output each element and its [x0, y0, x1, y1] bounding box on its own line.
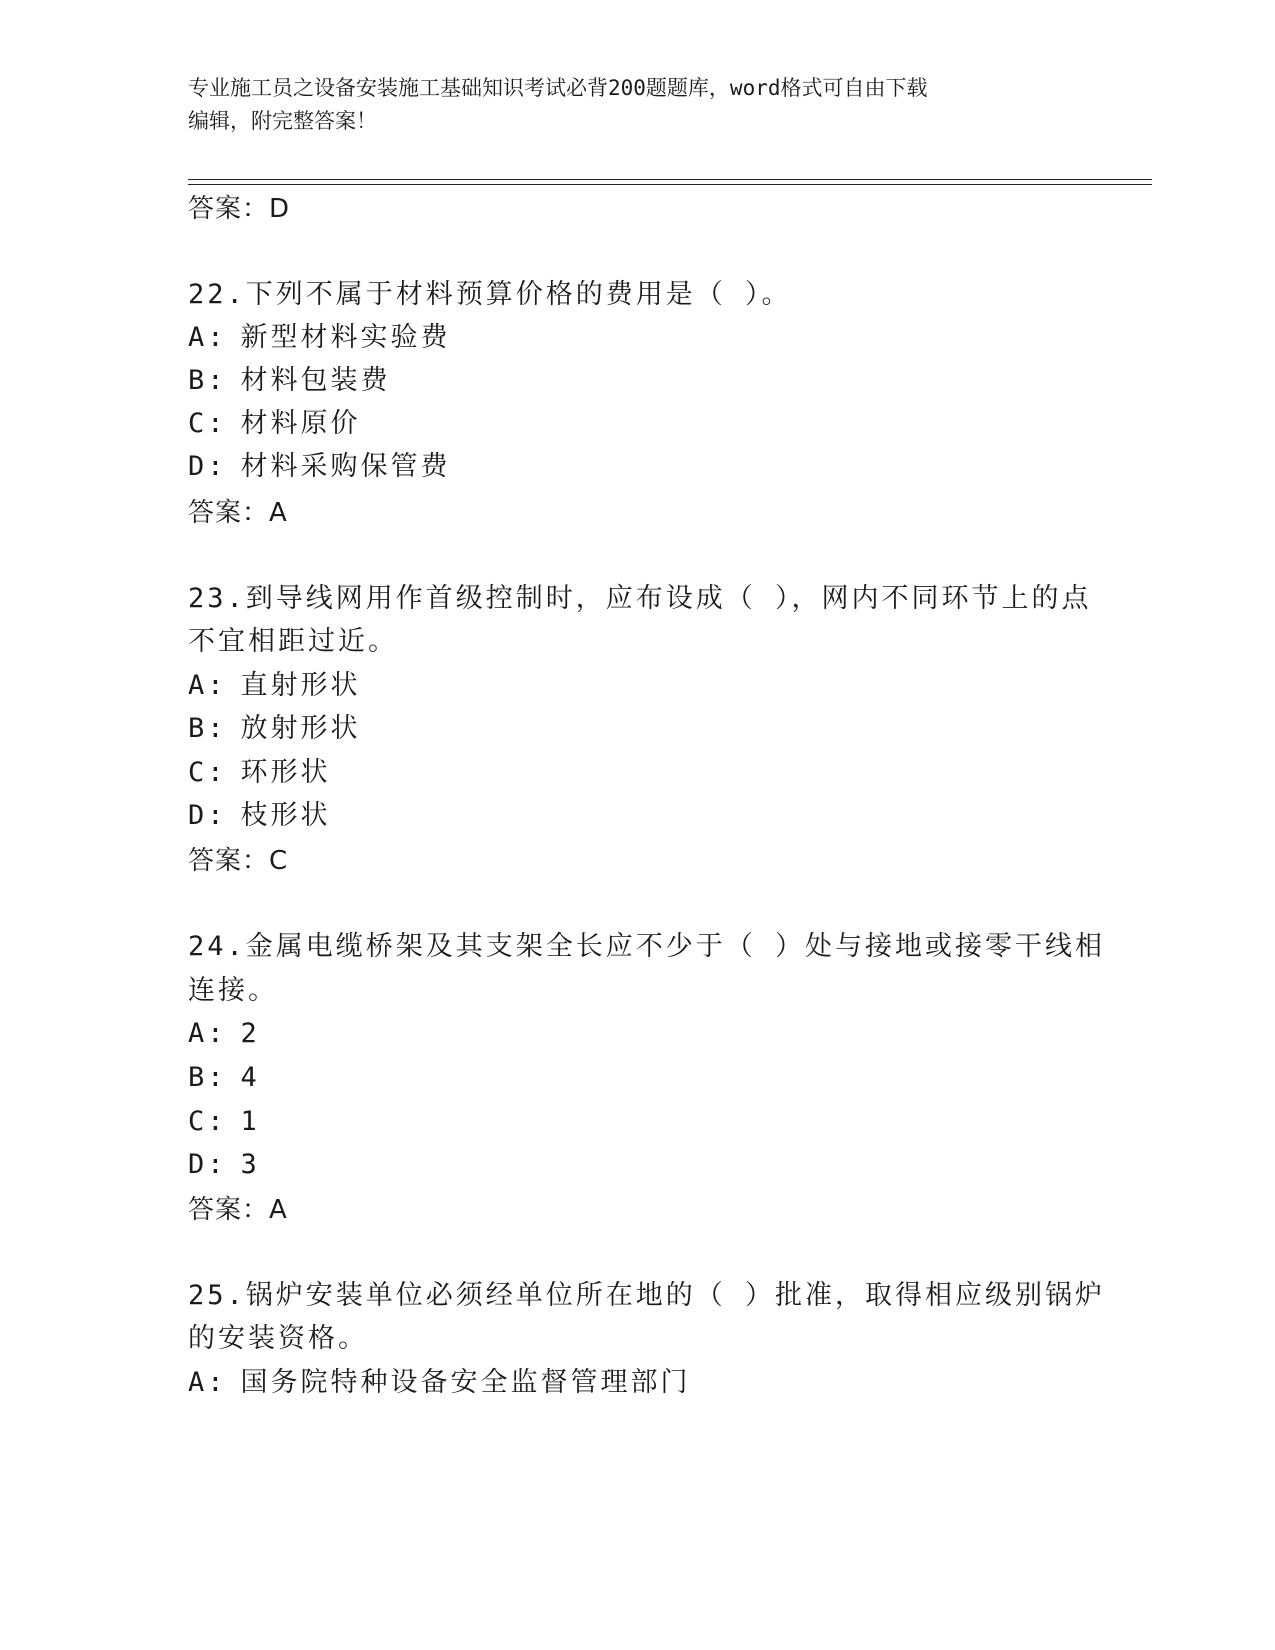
question-24-option-c	[188, 1104, 260, 1140]
option-letter: A:	[188, 1367, 227, 1398]
option-letter: C:	[188, 1106, 227, 1137]
question-24-answer: 答案：A	[188, 1195, 288, 1225]
option-text: 新型材料实验费	[240, 322, 451, 353]
option-text: 材料原价	[240, 408, 361, 439]
question-24-stem-line-1: 24.金属电缆桥架及其支架全长应不少于（ ）处与接地或接零干线相	[188, 931, 1106, 962]
header-line-2: 编辑，附完整答案！	[188, 109, 377, 133]
option-letter: B:	[188, 365, 227, 396]
option-letter: D:	[188, 451, 227, 482]
question-23-stem-line-2: 不宜相距过近。	[188, 626, 398, 657]
question-22-option-a	[188, 320, 451, 356]
question-24-option-a	[188, 1016, 260, 1052]
question-23-option-d	[188, 798, 331, 834]
option-text: 直射形状	[240, 670, 361, 701]
option-text: 4	[240, 1062, 260, 1093]
option-letter: A:	[188, 670, 227, 701]
question-22-stem: 22.下列不属于材料预算价格的费用是（ ）。	[188, 279, 792, 310]
option-text: 3	[240, 1149, 260, 1180]
question-23-option-b	[188, 711, 361, 747]
question-25-stem-line-1: 25.锅炉安装单位必须经单位所在地的（ ）批准，取得相应级别锅炉	[188, 1280, 1106, 1311]
option-letter: B:	[188, 1062, 227, 1093]
option-text: 环形状	[240, 757, 331, 788]
question-23-option-c	[188, 755, 331, 791]
option-letter: C:	[188, 408, 227, 439]
option-letter: A:	[188, 322, 227, 353]
header-rule-top	[188, 179, 1152, 180]
question-24-option-d	[188, 1147, 260, 1183]
option-letter: D:	[188, 800, 227, 831]
question-23-option-a	[188, 668, 361, 704]
question-23-stem-line-1: 23.到导线网用作首级控制时，应布设成（ ），网内不同环节上的点	[188, 583, 1092, 614]
option-text: 2	[240, 1018, 260, 1049]
question-22-option-d	[188, 449, 451, 485]
question-23-answer: 答案：C	[188, 846, 289, 876]
option-letter: B:	[188, 713, 227, 744]
question-22-option-c	[188, 406, 361, 442]
option-letter: D:	[188, 1149, 227, 1180]
option-text: 材料包装费	[240, 365, 391, 396]
question-24-option-b	[188, 1060, 260, 1096]
option-text: 国务院特种设备安全监督管理部门	[240, 1367, 691, 1398]
question-24-stem-line-2: 连接。	[188, 975, 278, 1006]
option-letter: A:	[188, 1018, 227, 1049]
question-25-stem-line-2: 的安装资格。	[188, 1323, 368, 1354]
option-text: 材料采购保管费	[240, 451, 451, 482]
option-text: 枝形状	[240, 800, 331, 831]
question-25-option-a	[188, 1365, 691, 1401]
option-text: 1	[240, 1106, 260, 1137]
option-letter: C:	[188, 757, 227, 788]
document-header	[188, 72, 1068, 138]
question-22-answer: 答案：A	[188, 498, 288, 528]
question-22-option-b	[188, 363, 391, 399]
header-line-1: 专业施工员之设备安装施工基础知识考试必背200题题库，word格式可自由下载	[188, 76, 928, 100]
option-text: 放射形状	[240, 713, 361, 744]
previous-answer: 答案：D	[188, 194, 291, 224]
header-rule-bottom	[188, 184, 1152, 185]
